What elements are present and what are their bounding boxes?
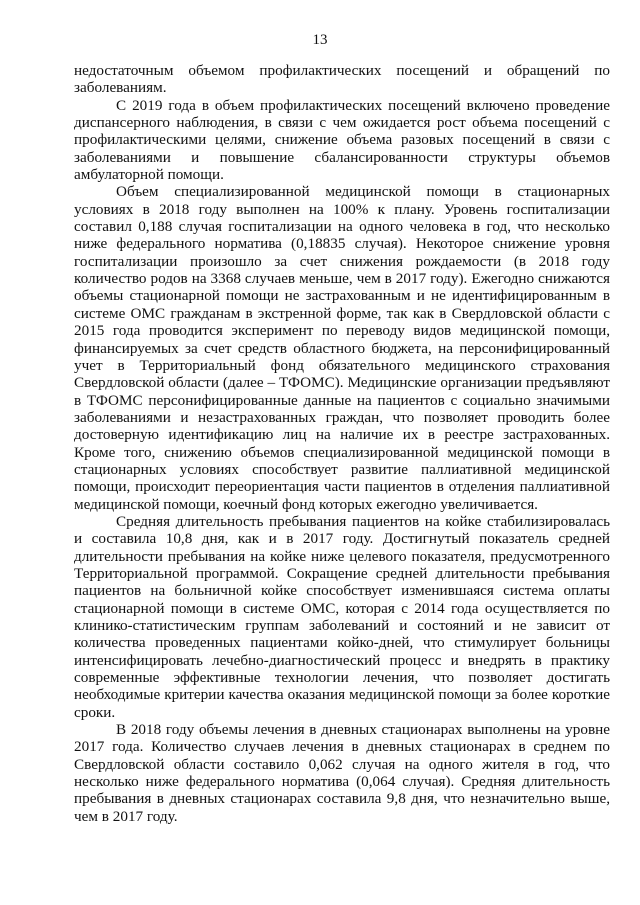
document-body [74, 62, 610, 825]
paragraph-outpatient-continuation: недостаточным объемом профилактических посещений и обращений по заболеваниям. [74, 62, 610, 97]
paragraph-preventive-visits: С 2019 года в объем профилактических посещений включено проведение диспансерного наблюдения, в связи с чем ожидается рост объема посещений с профилактическими целями, снижение объема разовых посещений в связи с заболеваниями и повышение сбалансированности структуры объемов амбулаторной помощи. [74, 96, 610, 184]
paragraph-inpatient-care: Объем специализированной медицинской помощи в стационарных условиях в 2018 году выполнен на 100% к плану. Уровень госпитализации составил 0,188 случая госпитализации на одного человека в год, что несколько ниже федерального норматива (0,18835 случая). Некоторое снижение уровня госпитализации произошло за счет снижения рождаемости (в 2018 году количество родов на 3368 случаев меньше, чем в 2017 году). Ежегодно снижаются объемы стационарной помощи не застрахованным и не идентифицированным в системе ОМС гражданам в экстренной форме, так как в Свердловской области с 2015 года проводится эксперимент по переводу видов медицинской помощи, финансируемых за счет средств областного бюджета, на персонифицированный учет в Территориальный фонд обязательного медицинского страхования Свердловской области (далее – ТФОМС). Медицинские организации предъявляют в ТФОМС персонифицированные данные на пациентов с социально значимыми заболеваниями и незастрахованных граждан, что позволяет проводить более достоверную идентификацию лиц на наличие их в реестре застрахованных. Кроме того, снижению объемов специализированной медицинской помощи в стационарных условиях способствует развитие паллиативной медицинской помощи, происходит переориентация части пациентов в отделения паллиативной медицинской помощи, коечный фонд которых ежегодно увеличивается. [74, 183, 610, 513]
paragraph-average-stay: Средняя длительность пребывания пациентов на койке стабилизировалась и составила 10,8 дня, как и в 2017 году. Достигнутый показатель средней длительности пребывания на койке ниже целевого показателя, предусмотренного Территориальной программой. Сокращение средней длительности пребывания пациентов на больничной койке способствует изменившаяся система оплаты стационарной помощи в системе ОМС, которая с 2014 года осуществляется по клинико-статистическим группам заболеваний и состояний и не зависит от количества проведенных пациентами койко-дней, что стимулирует больницы интенсифицировать лечебно-диагностический процесс и внедрять в практику современные эффективные технологии лечения, что позволяет достигать необходимые критерии качества оказания медицинской помощи за более короткие сроки. [74, 512, 610, 721]
page-number: 13 [312, 32, 328, 48]
paragraph-day-hospitals: В 2018 году объемы лечения в дневных стационарах выполнены на уровне 2017 года. Количество случаев лечения в дневных стационарах в среднем по Свердловской области составило 0,062 случая на одного жителя в год, что несколько ниже федерального норматива (0,064 случая). Средняя длительность пребывания в дневных стационарах составила 9,8 дня, что незначительно выше, чем в 2017 году. [74, 721, 610, 825]
